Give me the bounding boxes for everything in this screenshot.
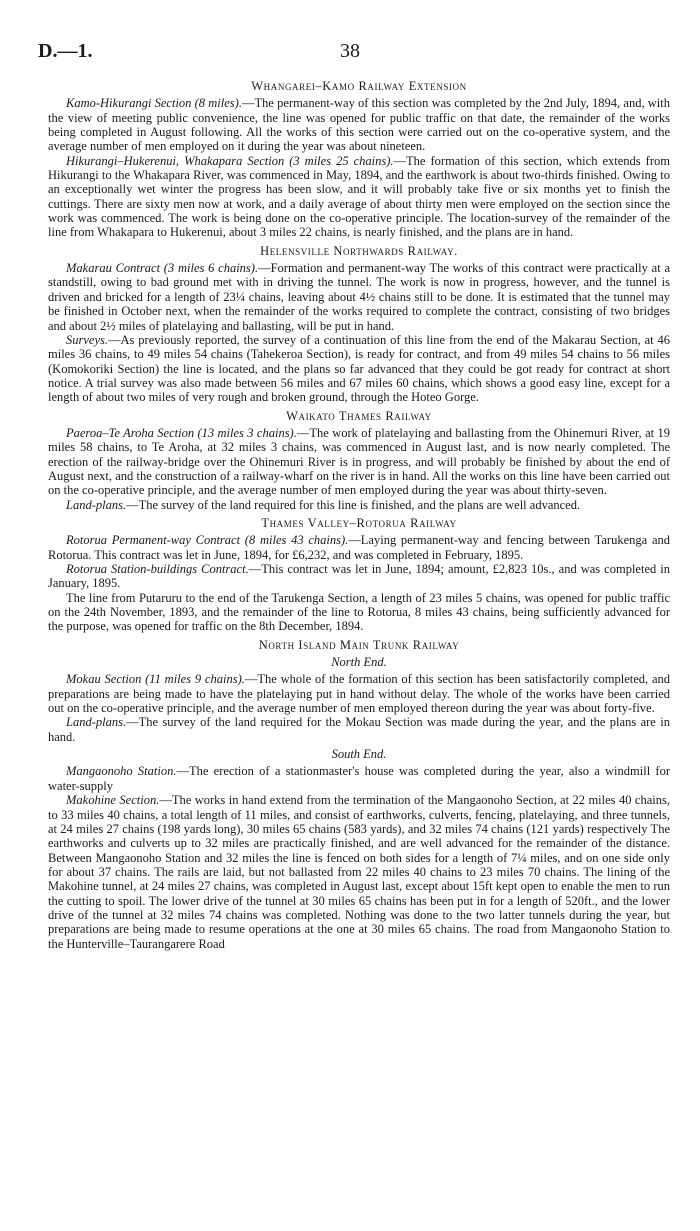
paragraph-mokau-section <box>48 672 670 715</box>
section-heading-whangarei-kamo: Whangarei–Kamo Railway Extension <box>251 79 467 93</box>
paragraph-text: —The survey of the land required for this line is finished, and the plans are well advanced. <box>126 497 581 512</box>
paragraph-lead: Mokau Section (11 miles 9 chains). <box>66 672 245 687</box>
section-heading-main-trunk: North Island Main Trunk Railway <box>258 637 460 652</box>
document-body <box>48 75 670 951</box>
paragraph-lead: Mangaonoho Station. <box>66 764 177 779</box>
paragraph-text: —This contract was let in June, 1894; amount, £2,823 10s., and was completed in January, 1895. <box>48 562 670 591</box>
paragraph-rotorua-permanent-way <box>48 533 670 562</box>
paragraph-lead: Land-plans. <box>66 497 127 512</box>
paragraph-mangaonoho-station <box>48 764 670 793</box>
paragraph-lead: Hikurangi–Hukerenui, Whakapara Section (3 miles 25 chains). <box>66 153 394 168</box>
paragraph-makohine-section <box>48 793 670 951</box>
paragraph-text: —The permanent-way of this section was completed by the 2nd July, 1894, and, with the view of meeting public convenience, the line was opened for public traffic on that date, the remainder of the works being completed in August following. All the works of this section were carried out on the co-operative system, and the average number of men employed on it during the year was about nineteen. <box>48 96 671 154</box>
section-heading-waikato-thames: Waikato Thames Railway <box>286 408 432 423</box>
paragraph-hikurangi-hukerenui <box>48 154 670 240</box>
paragraph-lead: Surveys. <box>66 332 108 347</box>
paragraph-paeroa-te-aroha <box>48 426 670 498</box>
paragraph-lead: Land-plans. <box>66 715 127 730</box>
paragraph-text: —The works in hand extend from the termination of the Mangaonoho Section, at 22 miles 40 chains, to 33 miles 40 chains, a total length of 11 miles, and consist of earthworks, culverts, fencing, platelaying, and three tunnels, at 24 miles 27 chains (198 yards long), 30 miles 65 chains (583 yards), and 32 miles 74 chains (121 yards) respectively The earthworks and culverts up to 32 miles are practically finished, and are well advanced for the remainder of the distance. Between Mangaonoho Station and 32 miles the line is fenced on both sides for a length of 7¼ miles, and on one side only for about 37 chains. The rails are laid, but not ballasted from 22 miles 40 chains to 23 miles 70 chains. The lining of the Makohine tunnel, at 24 miles 27 chains, was completed in August last, except about 15ft kept open to enable the men to run the cutting to spoil. The lower drive of the tunnel at 30 miles 65 chains has been put in for a length of 520ft., and the lower drive of the tunnel at 32 miles 74 chains was completed. Nothing was done to the two latter tunnels during the year, but preparations are being made to resume operations at the one at 30 miles 65 chains. The road from Mangaonoho Station to the Hunterville–Taurangarere Road <box>48 793 670 951</box>
paragraph-makarau-contract <box>48 261 670 333</box>
paragraph-lead: Paeroa–Te Aroha Section (13 miles 3 chains). <box>66 425 297 440</box>
paragraph-text: —The whole of the formation of this section has been satisfactorily completed, and preparations are being made to have the platelaying put in hand without delay. The whole of the works have been carried out on the co-operative principle, and the average number of men employed thereon during the year was about forty-five. <box>48 672 670 716</box>
paragraph-land-plans <box>48 498 670 512</box>
paragraph-lead: Rotorua Permanent-way Contract (8 miles 43 chains). <box>66 533 349 548</box>
paragraph-text: —The formation of this section, which extends from Hikurangi to the Whakapara River, was commenced in May, 1894, and the earthwork is about two-thirds finished. Owing to an exceptionally wet winter the progress has been slow, and it will probably take five or six months yet to finish the cuttings. There are sixty men now at work, and a daily average of about thirty men were employed on the section since the work was commenced. The work is being done on the co-operative principle. The location-survey of the remainder of the line from Whakapara to Hukerenui, about 3 miles 22 chains, is nearly finished, and the plans are in hand. <box>48 153 670 240</box>
document-reference: D.—1. <box>38 40 93 62</box>
subheading-north-end: North End. <box>331 655 387 670</box>
paragraph-text: —Formation and permanent-way The works of this contract were practically at a standstill, owing to bad ground met with in driving the tunnel. The work is now in progress, however, and the tunnel is driven and bricked for a length of 23¼ chains, leaving about 4½ chains still to be done. It is estimated that the tunnel may be finished in October next, when the remainder of the works required to complete the contract, consisting of two bridges and about 2½ miles of platelaying and ballasting, will be put in hand. <box>48 261 670 333</box>
paragraph-mokau-land-plans <box>48 715 670 744</box>
paragraph-lead: Rotorua Station-buildings Contract. <box>66 562 249 576</box>
section-heading-helensville: Helensville Northwards Railway. <box>260 243 458 258</box>
paragraph-kamo-hikurangi <box>48 96 670 153</box>
paragraph-text: —As previously reported, the survey of a continuation of this line from the end of the Makarau Section, at 46 miles 36 chains, to 49 miles 54 chains (Tahekeroa Section), is ready for contract, and from 49 miles 54 chains to 56 miles (Komokoriki Section) the line is located, and the plans so far advanced that they could be got ready for contract at short notice. A trial survey was also made between 56 miles and 67 miles 60 chains, which shows a good easy line, except for a length of about two miles of very rough and broken ground, through the Hoteo Gorge. <box>48 332 670 405</box>
paragraph-putaruru-line: The line from Putaruru to the end of the Tarukenga Section, a length of 23 miles 5 chains, was opened for public traffic on the 24th November, 1893, and the remainder of the line to Rotorua, 8 miles 43 chains, being sufficiently advanced for the purpose, was opened for traffic on the 8th December, 1894. <box>48 590 670 634</box>
paragraph-rotorua-station-buildings <box>48 562 670 591</box>
paragraph-lead: Makohine Section. <box>66 793 160 808</box>
paragraph-text: —Laying permanent-way and fencing between Tarukenga and Rotorua. This contract was let in June, 1894, for £6,232, and was completed in February, 1895. <box>48 533 670 562</box>
page-number: 38 <box>340 40 360 62</box>
subheading-south-end: South End. <box>331 747 387 762</box>
section-heading-thames-valley-rotorua: Thames Valley–Rotorua Railway <box>261 515 457 530</box>
paragraph-text: —The erection of a stationmaster's house was completed during the year, also a windmill for water-supply <box>48 764 670 793</box>
paragraph-lead: Makarau Contract (3 miles 6 chains). <box>66 261 259 276</box>
paragraph-text: —The survey of the land required for the Mokau Section was made during the year, and the plans are in hand. <box>48 715 670 744</box>
paragraph-lead: Kamo-Hikurangi Section (8 miles). <box>66 96 242 111</box>
paragraph-text: —The work of platelaying and ballasting from the Ohinemuri River, at 19 miles 58 chains, to Te Aroha, at 32 miles 3 chains, was commenced in August last, and is now nearly completed. The erection of the railway-bridge over the Ohinemuri River is in progress, and will probably be finished by about the end of August next, and the construction of a railway-wharf on the river is in hand. All the works on this line have been carried out on the co-operative principle, and the average number of men employed during the year was about thirty-seven. <box>48 425 670 498</box>
paragraph-surveys <box>48 333 670 405</box>
